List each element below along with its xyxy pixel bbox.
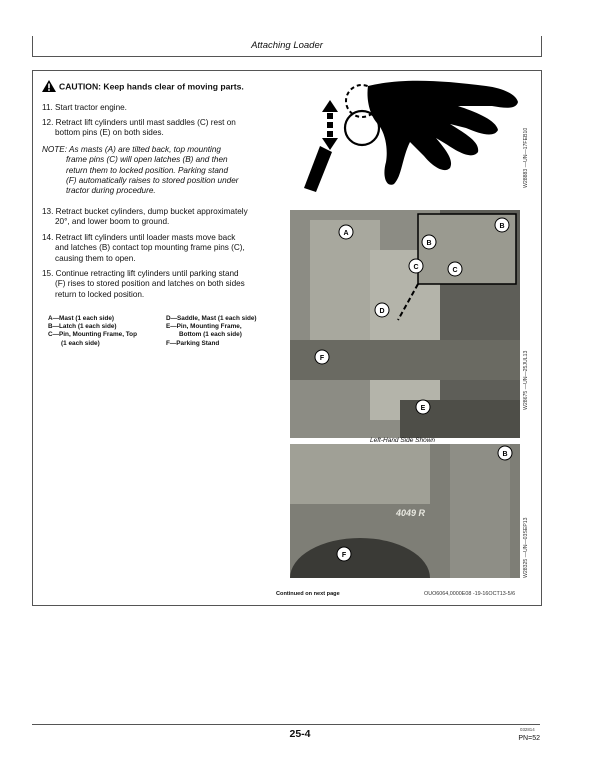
note: [42, 145, 282, 196]
legend-item-c-cont: (1 each side): [61, 339, 100, 347]
loader-mast-photo: [290, 210, 520, 438]
note-line-2: frame pins (C) will open latches (B) and then: [66, 155, 228, 165]
step-12: [42, 118, 282, 139]
figure-caption: Left-Hand Side Shown: [370, 437, 436, 444]
note-line-3: return them to locked position. Parking stand: [66, 165, 229, 175]
footer-date-code: 032814: [520, 727, 535, 732]
figure-1-code: W28883 —UN—17FEB10: [523, 127, 529, 188]
document-reference: OUO6064,0000E08 -19-16OCT13-5/6: [424, 591, 516, 597]
warning-icon: [42, 80, 56, 94]
hand-caution-illustration: [290, 80, 520, 198]
callout-b-inset: B: [499, 223, 505, 230]
step-14-line-2: and latches (B) contact top mounting frame pins (C),: [55, 243, 245, 253]
legend-item-b: B—Latch (1 each side): [48, 323, 117, 331]
step-14: [42, 233, 282, 264]
callout-b: B: [426, 240, 432, 247]
legend-item-d: D—Saddle, Mast (1 each side): [166, 315, 257, 322]
note-line-4: (F) automatically raises to stored position under: [66, 175, 239, 185]
callout-c: C: [413, 264, 419, 271]
caution-statement: [42, 80, 282, 94]
step-15: [42, 269, 282, 300]
step-12-line-2: bottom pins (E) on both sides.: [55, 128, 164, 138]
tractor-model-decal: 4049 R: [396, 508, 426, 518]
step-13-line-1: 13. Retract bucket cylinders, dump bucket approximately: [42, 207, 248, 216]
legend-item-f: F—Parking Stand: [166, 339, 220, 347]
step-11: [42, 103, 282, 113]
step-13: [42, 207, 282, 228]
parking-stand-photo: [290, 444, 520, 578]
callout-c-inset: C: [452, 267, 458, 274]
note-line-5: tractor during procedure.: [66, 186, 156, 196]
legend-item-c: C—Pin, Mounting Frame, Top: [48, 331, 137, 339]
legend-item-e-cont: Bottom (1 each side): [179, 331, 242, 339]
legend-item-e: E—Pin, Mounting Frame,: [166, 323, 242, 331]
callout-d: D: [379, 308, 385, 315]
callout-e: E: [420, 405, 426, 412]
step-14-line-3: causing them to open.: [55, 253, 136, 263]
step-14-line-1: 14. Retract lift cylinders until loader masts move back: [42, 233, 236, 242]
step-13-line-2: 20°, and lower boom to ground.: [55, 217, 170, 227]
page-header: [32, 36, 542, 57]
step-15-line-1: 15. Continue retracting lift cylinders until parking stand: [42, 269, 239, 278]
step-15-line-3: return to locked position.: [55, 289, 145, 299]
callout-f: F: [319, 355, 325, 362]
legend-item-a: A—Mast (1 each side): [48, 315, 115, 322]
callout-f-lower: F: [341, 552, 347, 559]
step-15-line-2: (F) rises to stored position and latches on both sides: [55, 279, 245, 289]
note-line-1: NOTE: As masts (A) are tilted back, top mounting: [42, 145, 221, 154]
caution-label: CAUTION: Keep hands clear of moving parts.: [59, 81, 244, 92]
step-12-line-1: 12. Retract lift cylinders until mast saddles (C) rest on: [42, 118, 236, 127]
footer-divider: [32, 724, 540, 725]
figure-2-code: W28675 —UN—25JUL13: [523, 350, 529, 410]
figure-3-code: W28325 —UN—03SEP13: [523, 517, 529, 578]
page-header-title: Attaching Loader: [251, 40, 323, 51]
callout-b-lower: B: [502, 451, 508, 458]
step-11-text: 11. Start tractor engine.: [42, 103, 127, 112]
continued-note: Continued on next page: [276, 591, 340, 597]
page-number: 25-4: [289, 728, 311, 740]
callout-a: A: [343, 230, 349, 237]
pn-label: PN=52: [518, 735, 540, 742]
